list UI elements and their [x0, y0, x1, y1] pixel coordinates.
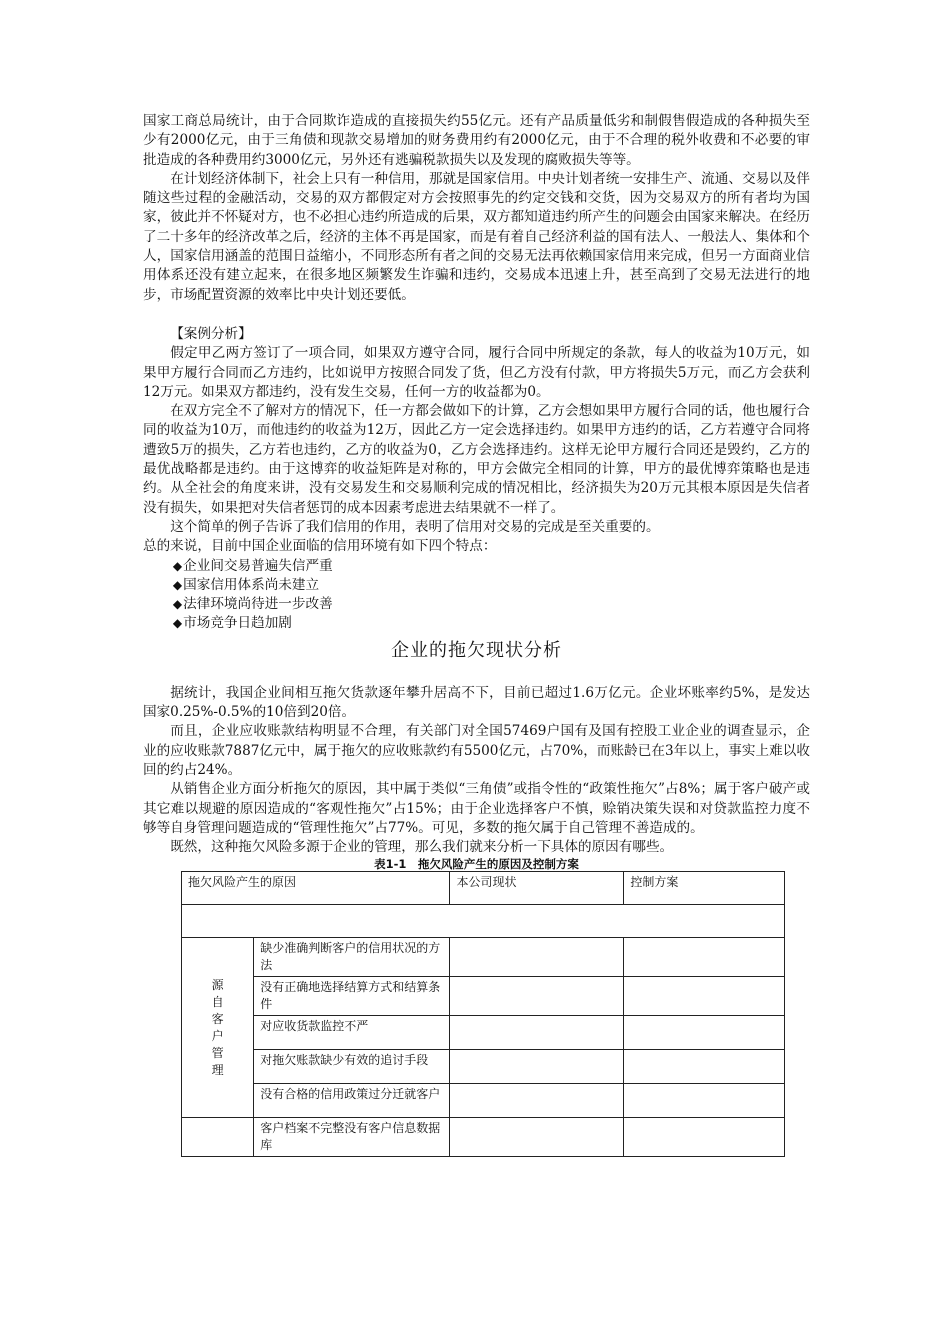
- table-row: [182, 1016, 785, 1050]
- table-header-cell: 本公司现状: [450, 872, 624, 905]
- paragraph: 假定甲乙两方签订了一项合同，如果双方遵守合同，履行合同中所规定的条款，每人的收益为10万元，如果甲方履行合同而乙方违约，比如说甲方按照合同发了货，但乙方没有付款，甲方将损失5万元，而乙方会获利12万元。如果双方都违约，没有发生交易，任何一方的收益都为0。: [143, 345, 810, 400]
- table-row: [182, 977, 785, 1016]
- table-cell: 缺少准确判断客户的信用状况的方法: [254, 938, 450, 977]
- table-cell: [182, 905, 785, 938]
- table-header-row: [182, 872, 785, 905]
- bullet-text: 企业间交易普遍失信严重: [183, 557, 333, 574]
- paragraph: 据统计，我国企业间相互拖欠货款逐年攀升居高不下，目前已超过1.6万亿元。企业坏账率约5%，是发达国家0.25%-0.5%的10倍到20倍。: [143, 684, 810, 721]
- bullet-text: 国家信用体系尚未建立: [183, 576, 320, 593]
- table-cell: [450, 1016, 624, 1050]
- paragraph: 在双方完全不了解对方的情况下，任一方都会做如下的计算，乙方会想如果甲方履行合同的话，他也履行合同的收益为10万，而他违约的收益为12万，因此乙方一定会选择违约。如果甲方违约的话，乙方若遵守合同将遭致5万的损失，乙方若也违约，乙方的收益为0，乙方会选择违约。这样无论甲方履行合同还是毁约，乙方的最优战略都是违约。由于这博弈的收益矩阵是对称的，甲方会做完全相同的计算，甲方的最优博弈策略也是违约。从全社会的角度来讲，没有交易发生和交易顺利完成的情况相比，经济损失为20万元其根本原因是失信者没有损失，如果把对失信者惩罚的成本因素考虑进去结果就不一样了。: [143, 403, 810, 516]
- bullet-item: [143, 595, 810, 614]
- diamond-bullet-icon: ◆: [172, 558, 183, 573]
- table-spacer-row: [182, 905, 785, 938]
- table-row: [182, 938, 785, 977]
- table-row: [182, 1118, 785, 1157]
- table-cell: [450, 1050, 624, 1084]
- table-cell: [182, 1118, 254, 1157]
- paragraph: 这个简单的例子告诉了我们信用的作用，表明了信用对交易的完成是至关重要的。: [170, 518, 660, 535]
- table-cell: [624, 1084, 785, 1118]
- diamond-bullet-icon: ◆: [172, 597, 183, 612]
- diamond-bullet-icon: ◆: [172, 577, 183, 592]
- table-cell: [450, 977, 624, 1016]
- paragraph: 而且，企业应收账款结构明显不合理，有关部门对全国57469户国有及国有控股工业企业的调查显示，企业的应收账款7887亿元中，属于拖欠的应收账款约有5500亿元，占70%，而账龄已在3年以上，事实上难以收回的约占24%。: [143, 723, 810, 778]
- bullet-item: [143, 614, 810, 633]
- table-header-cell: 拖欠风险产生的原因: [182, 872, 450, 905]
- table-cell: [450, 1118, 624, 1157]
- table-cell: 没有合格的信用政策过分迁就客户: [254, 1084, 450, 1118]
- risk-table: [181, 871, 785, 1157]
- table-row: [182, 1050, 785, 1084]
- table-cell: [450, 1084, 624, 1118]
- paragraph: 在计划经济体制下，社会上只有一种信用，那就是国家信用。中央计划者统一安排生产、流通、交易以及伴随这些过程的金融活动，交易的双方都假定对方会按照事先的约定交钱和交货，因为交易双方的所有者均为国家，彼此并不怀疑对方，也不必担心违约所造成的后果，双方都知道违约所产生的问题会由国家来解决。在经历了二十多年的经济改革之后，经济的主体不再是国家，而是有着自己经济利益的国有法人、一般法人、集体和个人，国家信用涵盖的范围日益缩小，不同形态所有者之间的交易无法再依赖国家信用来完成，但另一方面商业信用体系还没有建立起来，在很多地区频繁发生诈骗和违约，交易成本迅速上升，甚至高到了交易无法进行的地步，市场配置资源的效率比中央计划还要低。: [143, 170, 810, 303]
- summary-line: 总的来说，目前中国企业面临的信用环境有如下四个特点：: [143, 538, 497, 555]
- table-cell: [450, 938, 624, 977]
- document-page: [143, 112, 810, 1157]
- bullet-text: 法律环境尚待进一步改善: [183, 596, 333, 613]
- table-cell: [624, 1016, 785, 1050]
- bullet-item: [143, 557, 810, 576]
- table-cell: [624, 938, 785, 977]
- section-title: 企业的拖欠现状分析: [391, 639, 562, 661]
- paragraph: 国家工商总局统计，由于合同欺诈造成的直接损失约55亿元。还有产品质量低劣和制假售假造成的各种损失至少有2000亿元，由于三角债和现款交易增加的财务费用约有2000亿元，由于不合理的税外收费和不必要的审批造成的各种费用约3000亿元，另外还有逃骗税款损失以及发现的腐败损失等等。: [143, 113, 810, 168]
- paragraph: 既然，这种拖欠风险多源于企业的管理，那么我们就来分析一下具体的原因有哪些。: [170, 839, 674, 856]
- table-cell: [624, 1050, 785, 1084]
- table-cell: [624, 1118, 785, 1157]
- group-label-cell: [182, 938, 254, 1118]
- diamond-bullet-icon: ◆: [172, 616, 183, 631]
- bullet-text: 市场竞争日趋加剧: [183, 615, 292, 632]
- bullet-item: [143, 576, 810, 595]
- table-header-cell: 控制方案: [624, 872, 785, 905]
- table-cell: [624, 977, 785, 1016]
- table-cell: 客户档案不完整没有客户信息数据库: [254, 1118, 450, 1157]
- table-cell: 没有正确地选择结算方式和结算条件: [254, 977, 450, 1016]
- table-cell: 对应收货款监控不严: [254, 1016, 450, 1050]
- table-caption: 表1-1 拖欠风险产生的原因及控制方案: [374, 857, 579, 872]
- table-cell: 对拖欠账款缺少有效的追讨手段: [254, 1050, 450, 1084]
- table-row: [182, 1084, 785, 1118]
- paragraph: 从销售企业方面分析拖欠的原因，其中属于类似“三角债”或指令性的“政策性拖欠”占8%；属于客户破产或其它难以规避的原因造成的“客观性拖欠”占15%；由于企业选择客户不慎，赊销决策失误和对贷款监控力度不够等自身管理问题造成的“管理性拖欠”占77%。可见，多数的拖欠属于自己管理不善造成的。: [143, 781, 810, 836]
- group-label: 源自客户管理: [211, 977, 224, 1077]
- case-analysis-tag: 【案例分析】: [170, 325, 252, 342]
